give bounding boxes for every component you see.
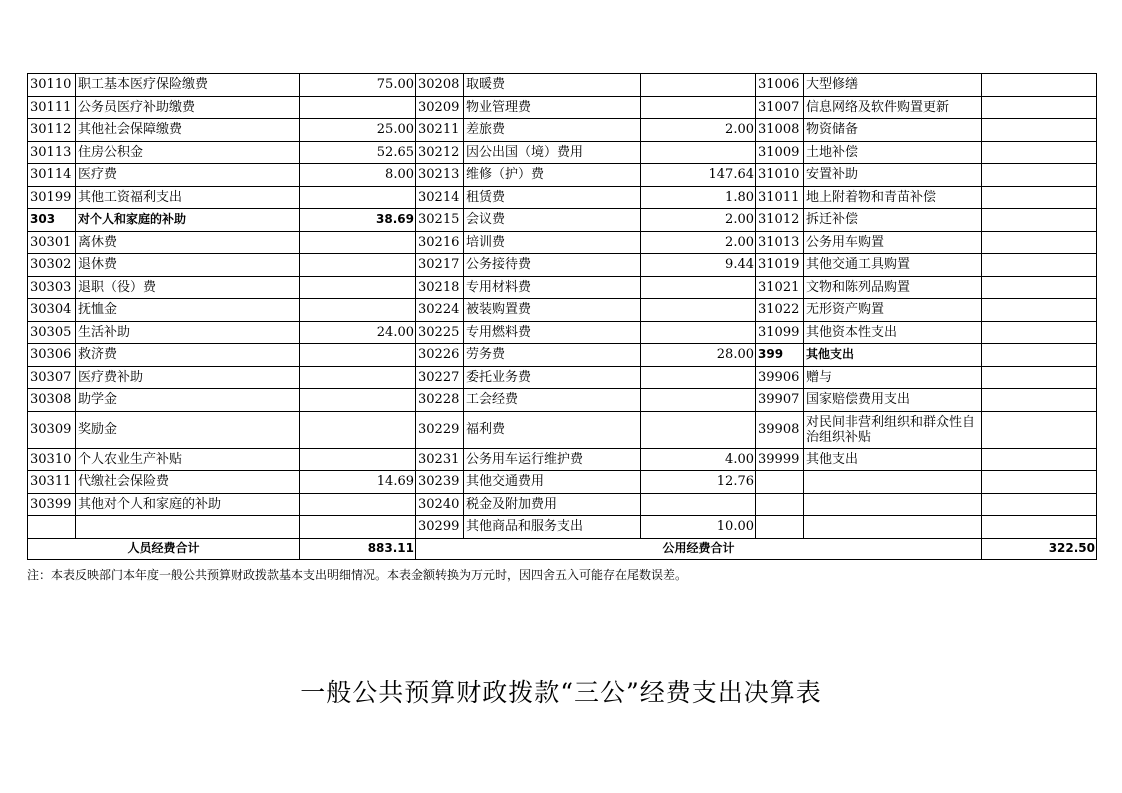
col1-name: 住房公积金 xyxy=(76,141,300,164)
col1-amount xyxy=(300,448,416,471)
col1-code: 303 xyxy=(28,209,76,232)
col2-code: 30218 xyxy=(416,276,464,299)
col2-amount: 2.00 xyxy=(641,231,756,254)
col1-name: 助学金 xyxy=(76,389,300,412)
col2-code: 30227 xyxy=(416,366,464,389)
col3-name: 对民间非营利组织和群众性自治组织补贴 xyxy=(804,411,982,448)
col3-name: 无形资产购置 xyxy=(804,299,982,322)
col2-name: 专用燃料费 xyxy=(464,321,641,344)
col1-amount xyxy=(300,96,416,119)
col2-name: 被装购置费 xyxy=(464,299,641,322)
col1-code xyxy=(28,516,76,539)
personnel-total-value: 883.11 xyxy=(300,538,416,559)
col3-amount xyxy=(982,186,1097,209)
col2-amount xyxy=(641,96,756,119)
col3-name: 地上附着物和青苗补偿 xyxy=(804,186,982,209)
col2-amount: 9.44 xyxy=(641,254,756,277)
col1-code: 30302 xyxy=(28,254,76,277)
col1-code: 30113 xyxy=(28,141,76,164)
col1-amount xyxy=(300,231,416,254)
col2-amount: 1.80 xyxy=(641,186,756,209)
col1-code: 30110 xyxy=(28,74,76,97)
col3-code: 39906 xyxy=(756,366,804,389)
table-row xyxy=(28,471,1097,494)
table-row xyxy=(28,448,1097,471)
col3-code: 31021 xyxy=(756,276,804,299)
col2-code: 30211 xyxy=(416,119,464,142)
col2-amount xyxy=(641,389,756,412)
col3-name: 国家赔偿费用支出 xyxy=(804,389,982,412)
col3-name: 赠与 xyxy=(804,366,982,389)
table-row xyxy=(28,231,1097,254)
col1-code: 30311 xyxy=(28,471,76,494)
col2-code: 30229 xyxy=(416,411,464,448)
col2-amount xyxy=(641,299,756,322)
col2-name: 其他交通费用 xyxy=(464,471,641,494)
col2-amount xyxy=(641,493,756,516)
col1-name: 其他对个人和家庭的补助 xyxy=(76,493,300,516)
col2-name: 公务接待费 xyxy=(464,254,641,277)
col3-name: 其他交通工具购置 xyxy=(804,254,982,277)
col1-name: 离休费 xyxy=(76,231,300,254)
col3-name: 其他支出 xyxy=(804,344,982,367)
col3-code: 31012 xyxy=(756,209,804,232)
col1-amount: 25.00 xyxy=(300,119,416,142)
col3-amount xyxy=(982,448,1097,471)
col1-code: 30307 xyxy=(28,366,76,389)
col1-code: 30114 xyxy=(28,164,76,187)
col3-code: 31006 xyxy=(756,74,804,97)
col2-name: 其他商品和服务支出 xyxy=(464,516,641,539)
col2-amount xyxy=(641,366,756,389)
personnel-total-label: 人员经费合计 xyxy=(28,538,300,559)
col2-code: 30216 xyxy=(416,231,464,254)
col2-name: 劳务费 xyxy=(464,344,641,367)
col1-name: 代缴社会保险费 xyxy=(76,471,300,494)
col2-name: 会议费 xyxy=(464,209,641,232)
col1-name: 对个人和家庭的补助 xyxy=(76,209,300,232)
col2-name: 委托业务费 xyxy=(464,366,641,389)
col1-amount: 38.69 xyxy=(300,209,416,232)
col3-name xyxy=(804,471,982,494)
col3-amount xyxy=(982,96,1097,119)
col2-code: 30214 xyxy=(416,186,464,209)
col3-name: 拆迁补偿 xyxy=(804,209,982,232)
col3-amount xyxy=(982,321,1097,344)
col1-code: 30111 xyxy=(28,96,76,119)
col3-name xyxy=(804,493,982,516)
col1-amount: 14.69 xyxy=(300,471,416,494)
col2-code: 30212 xyxy=(416,141,464,164)
col1-code: 30399 xyxy=(28,493,76,516)
col2-amount xyxy=(641,321,756,344)
col1-name: 奖励金 xyxy=(76,411,300,448)
col2-code: 30208 xyxy=(416,74,464,97)
col2-amount xyxy=(641,276,756,299)
table-row xyxy=(28,276,1097,299)
col1-name: 个人农业生产补贴 xyxy=(76,448,300,471)
col2-code: 30240 xyxy=(416,493,464,516)
col3-name: 安置补助 xyxy=(804,164,982,187)
col2-name: 租赁费 xyxy=(464,186,641,209)
col3-amount xyxy=(982,389,1097,412)
col1-name: 退休费 xyxy=(76,254,300,277)
col3-name: 物资储备 xyxy=(804,119,982,142)
table-body xyxy=(28,74,1097,539)
col2-name: 公务用车运行维护费 xyxy=(464,448,641,471)
col1-code: 30308 xyxy=(28,389,76,412)
col2-name: 工会经费 xyxy=(464,389,641,412)
expenditure-detail-table xyxy=(27,73,1097,560)
col1-code: 30304 xyxy=(28,299,76,322)
col3-name: 其他资本性支出 xyxy=(804,321,982,344)
col2-name: 维修（护）费 xyxy=(464,164,641,187)
col3-amount xyxy=(982,209,1097,232)
col1-amount xyxy=(300,344,416,367)
col1-amount: 24.00 xyxy=(300,321,416,344)
col1-amount: 8.00 xyxy=(300,164,416,187)
col3-amount xyxy=(982,411,1097,448)
table-row xyxy=(28,321,1097,344)
col1-code: 30309 xyxy=(28,411,76,448)
table-row xyxy=(28,366,1097,389)
col2-code: 30228 xyxy=(416,389,464,412)
col1-amount xyxy=(300,411,416,448)
col2-amount: 28.00 xyxy=(641,344,756,367)
col2-code: 30225 xyxy=(416,321,464,344)
col2-name: 取暖费 xyxy=(464,74,641,97)
col1-name: 职工基本医疗保险缴费 xyxy=(76,74,300,97)
col3-amount xyxy=(982,471,1097,494)
col2-code: 30239 xyxy=(416,471,464,494)
table-row xyxy=(28,493,1097,516)
col3-code: 31010 xyxy=(756,164,804,187)
col2-code: 30299 xyxy=(416,516,464,539)
col1-name: 生活补助 xyxy=(76,321,300,344)
table-row xyxy=(28,164,1097,187)
col2-amount: 2.00 xyxy=(641,209,756,232)
col1-code: 30199 xyxy=(28,186,76,209)
col2-code: 30224 xyxy=(416,299,464,322)
col3-code xyxy=(756,493,804,516)
col2-amount: 10.00 xyxy=(641,516,756,539)
col2-amount: 147.64 xyxy=(641,164,756,187)
col3-code: 31008 xyxy=(756,119,804,142)
col3-amount xyxy=(982,344,1097,367)
col1-amount xyxy=(300,366,416,389)
col3-code: 31019 xyxy=(756,254,804,277)
table-row xyxy=(28,186,1097,209)
col3-code xyxy=(756,471,804,494)
col1-name: 公务员医疗补助缴费 xyxy=(76,96,300,119)
col2-code: 30226 xyxy=(416,344,464,367)
col3-name: 公务用车购置 xyxy=(804,231,982,254)
col3-amount xyxy=(982,366,1097,389)
table-row xyxy=(28,411,1097,448)
col3-name: 文物和陈列品购置 xyxy=(804,276,982,299)
table-row xyxy=(28,389,1097,412)
col1-amount: 75.00 xyxy=(300,74,416,97)
col3-amount xyxy=(982,516,1097,539)
col3-code: 31022 xyxy=(756,299,804,322)
col1-amount xyxy=(300,389,416,412)
col1-amount xyxy=(300,516,416,539)
col3-code: 31013 xyxy=(756,231,804,254)
table-row xyxy=(28,96,1097,119)
col1-name: 医疗费补助 xyxy=(76,366,300,389)
col2-code: 30213 xyxy=(416,164,464,187)
table-row xyxy=(28,141,1097,164)
col2-code: 30217 xyxy=(416,254,464,277)
col2-amount: 4.00 xyxy=(641,448,756,471)
col1-code: 30310 xyxy=(28,448,76,471)
col3-code: 39908 xyxy=(756,411,804,448)
col3-code xyxy=(756,516,804,539)
col1-code: 30303 xyxy=(28,276,76,299)
table-row xyxy=(28,254,1097,277)
col3-amount xyxy=(982,231,1097,254)
col3-code: 31007 xyxy=(756,96,804,119)
col2-amount: 2.00 xyxy=(641,119,756,142)
totals-row xyxy=(28,538,1097,559)
table-row xyxy=(28,74,1097,97)
col1-amount xyxy=(300,299,416,322)
col2-name: 专用材料费 xyxy=(464,276,641,299)
col2-name: 差旅费 xyxy=(464,119,641,142)
col3-name xyxy=(804,516,982,539)
col3-name: 土地补偿 xyxy=(804,141,982,164)
col1-amount xyxy=(300,493,416,516)
col3-amount xyxy=(982,141,1097,164)
col3-code: 39907 xyxy=(756,389,804,412)
public-total-label: 公用经费合计 xyxy=(416,538,982,559)
col1-code: 30305 xyxy=(28,321,76,344)
col3-amount xyxy=(982,299,1097,322)
col1-name: 退职（役）费 xyxy=(76,276,300,299)
col1-code: 30306 xyxy=(28,344,76,367)
col1-amount xyxy=(300,254,416,277)
table-row xyxy=(28,344,1097,367)
public-total-value: 322.50 xyxy=(982,538,1097,559)
col3-amount xyxy=(982,276,1097,299)
table-footnote: 注：本表反映部门本年度一般公共预算财政拨款基本支出明细情况。本表金额转换为万元时，因四舍五入可能存在尾数误差。 xyxy=(27,568,688,582)
col3-code: 31009 xyxy=(756,141,804,164)
col3-name: 信息网络及软件购置更新 xyxy=(804,96,982,119)
col1-name: 其他社会保障缴费 xyxy=(76,119,300,142)
col1-name: 抚恤金 xyxy=(76,299,300,322)
table-row xyxy=(28,516,1097,539)
col2-name: 因公出国（境）费用 xyxy=(464,141,641,164)
table-row xyxy=(28,209,1097,232)
col3-amount xyxy=(982,119,1097,142)
table-row xyxy=(28,119,1097,142)
col3-code: 399 xyxy=(756,344,804,367)
col3-amount xyxy=(982,493,1097,516)
col1-amount xyxy=(300,186,416,209)
next-table-title: 一般公共预算财政拨款“三公”经费支出决算表 xyxy=(300,678,822,707)
col2-amount xyxy=(641,74,756,97)
table-row xyxy=(28,299,1097,322)
col3-code: 39999 xyxy=(756,448,804,471)
col2-name: 福利费 xyxy=(464,411,641,448)
col2-code: 30215 xyxy=(416,209,464,232)
col1-name xyxy=(76,516,300,539)
col1-code: 30301 xyxy=(28,231,76,254)
col1-code: 30112 xyxy=(28,119,76,142)
col3-name: 其他支出 xyxy=(804,448,982,471)
col3-amount xyxy=(982,164,1097,187)
col2-name: 物业管理费 xyxy=(464,96,641,119)
col1-name: 其他工资福利支出 xyxy=(76,186,300,209)
col3-name: 大型修缮 xyxy=(804,74,982,97)
col1-amount xyxy=(300,276,416,299)
col1-name: 救济费 xyxy=(76,344,300,367)
col2-name: 税金及附加费用 xyxy=(464,493,641,516)
col2-amount xyxy=(641,141,756,164)
col3-code: 31011 xyxy=(756,186,804,209)
col2-code: 30209 xyxy=(416,96,464,119)
col2-name: 培训费 xyxy=(464,231,641,254)
col3-amount xyxy=(982,74,1097,97)
col1-amount: 52.65 xyxy=(300,141,416,164)
col2-amount xyxy=(641,411,756,448)
col1-name: 医疗费 xyxy=(76,164,300,187)
col2-code: 30231 xyxy=(416,448,464,471)
col3-code: 31099 xyxy=(756,321,804,344)
col2-amount: 12.76 xyxy=(641,471,756,494)
col3-amount xyxy=(982,254,1097,277)
